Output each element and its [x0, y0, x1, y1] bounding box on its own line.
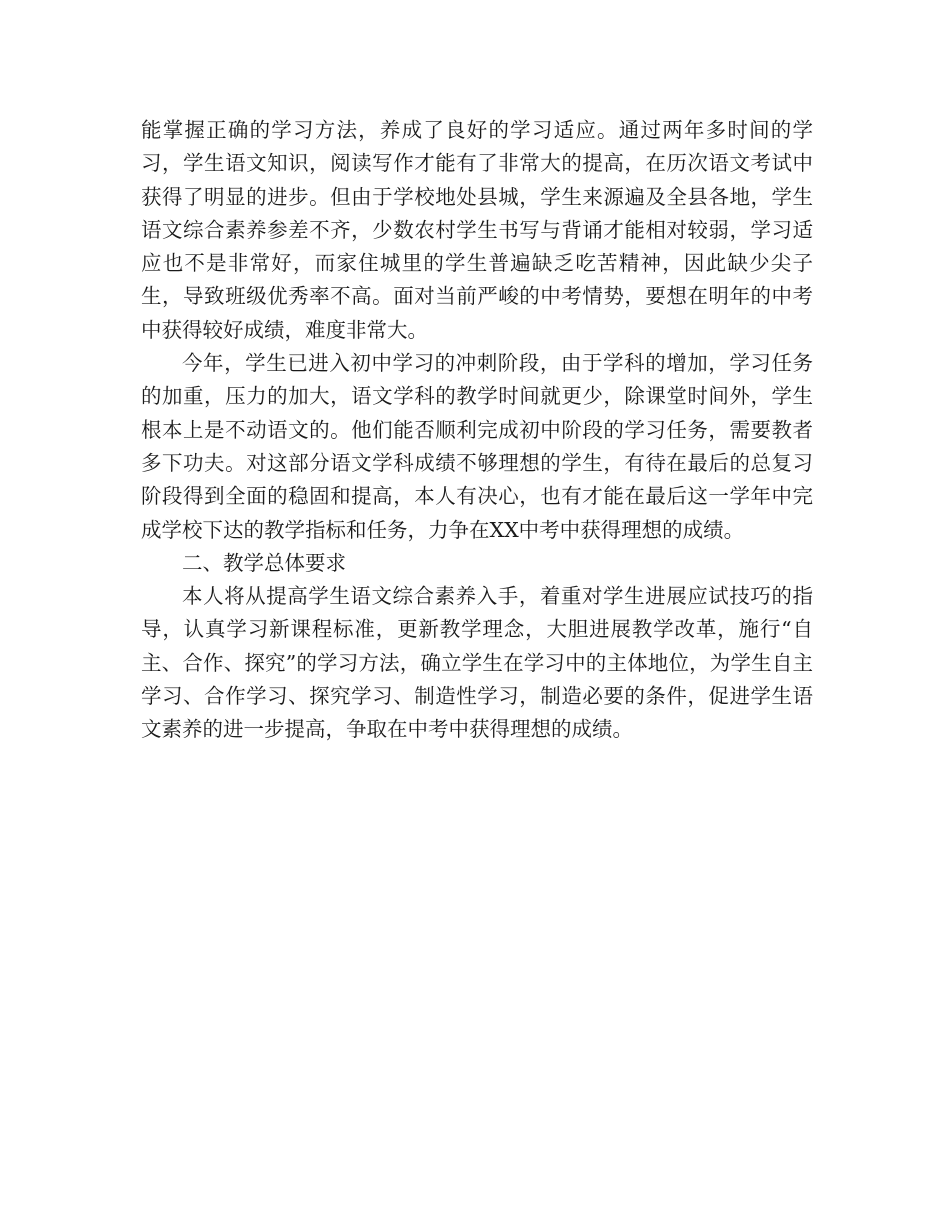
- paragraph-this-year: 今年，学生已进入初中学习的冲刺阶段，由于学科的增加，学习任务的加重，压力的加大，语文学科的教学时间就更少，除课堂时间外，学生根本上是不动语文的。他们能否顺利完成初中阶段的学习任务，需要教者多下功夫。对这部分语文学科成绩不够理想的学生，有待在最后的总复习阶段得到全面的稳固和提高，本人有决心，也有才能在最后这一学年中完成学校下达的教学指标和任务，力争在XX中考中获得理想的成绩。: [141, 351, 813, 542]
- section-heading: 二、教学总体要求: [182, 550, 346, 575]
- paragraph-continuation: 能掌握正确的学习方法，养成了良好的学习适应。通过两年多时间的学习，学生语文知识，阅读写作才能有了非常大的提高，在历次语文考试中获得了明显的进步。但由于学校地处县城，学生来源遍及全县各地，学生语文综合素养参差不齐，少数农村学生书写与背诵才能相对较弱，学习适应也不是非常好，而家住城里的学生普遍缺乏吃苦精神，因此缺少尖子生，导致班级优秀率不高。面对当前严峻的中考情势，要想在明年的中考中获得较好成绩，难度非常大。: [141, 118, 813, 342]
- document-page: [141, 114, 813, 747]
- paragraph-requirements: 本人将从提高学生语文综合素养入手，着重对学生进展应试技巧的指导，认真学习新课程标准，更新教学理念，大胆进展教学改革，施行“自主、合作、探究”的学习方法，确立学生在学习中的主体地位，为学生自主学习、合作学习、探究学习、制造性学习，制造必要的条件，促进学生语文素养的进一步提高，争取在中考中获得理想的成绩。: [141, 584, 813, 742]
